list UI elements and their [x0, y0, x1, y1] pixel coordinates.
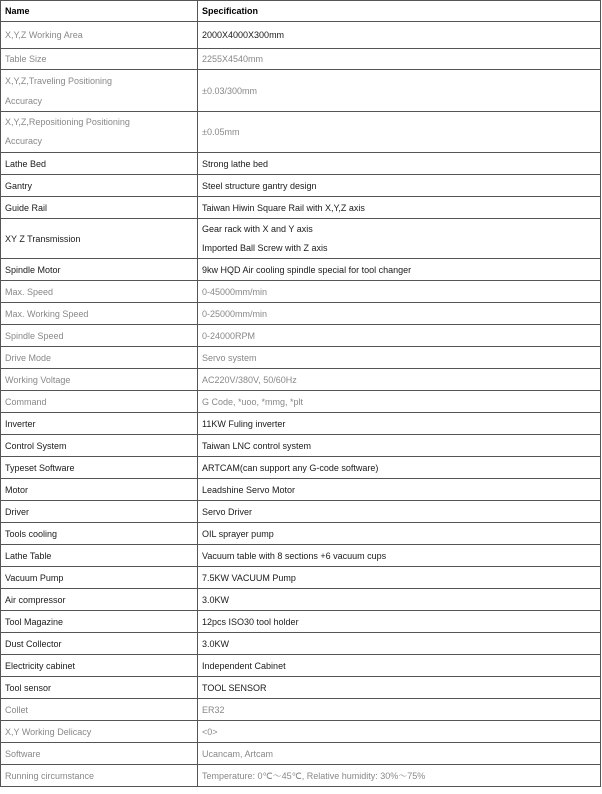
- spec-name-text: Collet: [5, 704, 29, 715]
- spec-value-cell: [198, 70, 601, 112]
- spec-value-text: Servo Driver: [202, 506, 253, 517]
- spec-name-text: Spindle Speed: [5, 330, 64, 341]
- table-row: [1, 112, 601, 153]
- table-row: [1, 175, 601, 197]
- spec-name-cell: [1, 545, 198, 567]
- spec-name-cell: [1, 611, 198, 633]
- spec-name-text: Tools cooling: [5, 528, 58, 539]
- spec-value-text: <0>: [202, 726, 218, 737]
- spec-name-cell: [1, 369, 198, 391]
- table-row: [1, 391, 601, 413]
- spec-value-cell: [198, 655, 601, 677]
- spec-value-cell: [198, 677, 601, 699]
- spec-value-cell: [198, 303, 601, 325]
- spec-name-cell: [1, 391, 198, 413]
- spec-name-text: Motor: [5, 484, 29, 495]
- spec-value-cell: [198, 479, 601, 501]
- spec-value-cell: [198, 281, 601, 303]
- spec-value-text: TOOL SENSOR: [202, 682, 267, 693]
- spec-name-cell: [1, 325, 198, 347]
- spec-name-text: Max. Speed: [5, 286, 54, 297]
- spec-name-cell: [1, 347, 198, 369]
- table-row: [1, 523, 601, 545]
- spec-name-cell: [1, 303, 198, 325]
- spec-name-text: Software: [5, 748, 41, 759]
- spec-name-text: Lathe Table: [5, 550, 52, 561]
- table-row: [1, 677, 601, 699]
- spec-value-cell: [198, 22, 601, 49]
- table-row: [1, 435, 601, 457]
- header-row: [1, 1, 601, 22]
- spec-name-text: Spindle Motor: [5, 264, 61, 275]
- spec-value-cell: [198, 391, 601, 413]
- spec-value-text: Ucancam, Artcam: [202, 748, 274, 759]
- spec-value-cell: [198, 369, 601, 391]
- table-row: [1, 589, 601, 611]
- spec-name-text: Electricity cabinet: [5, 660, 76, 671]
- spec-name-text: Drive Mode: [5, 352, 52, 363]
- table-row: [1, 303, 601, 325]
- spec-name-cell: [1, 22, 198, 49]
- table-row: [1, 197, 601, 219]
- spec-name-text: Table Size: [5, 54, 47, 64]
- spec-name-cell: [1, 49, 198, 70]
- spec-name-cell: [1, 175, 198, 197]
- spec-value-cell: [198, 567, 601, 589]
- spec-value-text: Taiwan Hiwin Square Rail with X,Y,Z axis: [202, 202, 365, 213]
- header-specification: Specification: [198, 1, 601, 22]
- spec-value-cell: [198, 457, 601, 479]
- spec-value-text: Imported Ball Screw with Z axis: [202, 242, 328, 253]
- spec-value-cell: [198, 347, 601, 369]
- spec-value-text: ±0.03/300mm: [202, 85, 257, 96]
- spec-name-text: Tool sensor: [5, 682, 52, 693]
- header-name: Name: [1, 1, 198, 22]
- table-row: [1, 765, 601, 787]
- spec-value-text: 9kw HQD Air cooling spindle special for tool changer: [202, 264, 412, 275]
- spec-value-cell: [198, 611, 601, 633]
- spec-name-text: Typeset Software: [5, 462, 75, 473]
- spec-name-cell: [1, 153, 198, 175]
- spec-value-text: 2255X4540mm: [202, 54, 264, 64]
- spec-name-cell: [1, 721, 198, 743]
- spec-value-text: 7.5KW VACUUM Pump: [202, 572, 296, 583]
- spec-name-cell: [1, 589, 198, 611]
- table-row: [1, 633, 601, 655]
- table-row: [1, 281, 601, 303]
- spec-name-text: Tool Magazine: [5, 616, 64, 627]
- spec-value-text: Steel structure gantry design: [202, 180, 317, 191]
- spec-value-text: Servo system: [202, 352, 257, 363]
- table-row: [1, 479, 601, 501]
- spec-value-cell: [198, 721, 601, 743]
- spec-value-text: AC220V/380V, 50/60Hz: [202, 374, 297, 385]
- table-row: [1, 721, 601, 743]
- spec-name-cell: [1, 219, 198, 259]
- spec-value-text: 0-24000RPM: [202, 330, 256, 341]
- table-row: [1, 413, 601, 435]
- spec-name-text: Gantry: [5, 180, 33, 191]
- spec-value-text: ±0.05mm: [202, 127, 240, 137]
- spec-value-cell: [198, 545, 601, 567]
- spec-value-text: Leadshine Servo Motor: [202, 484, 296, 495]
- spec-name-cell: [1, 259, 198, 281]
- spec-value-text: 0-25000mm/min: [202, 308, 268, 319]
- spec-name-cell: [1, 633, 198, 655]
- spec-name-text: Vacuum Pump: [5, 572, 64, 583]
- spec-value-cell: [198, 175, 601, 197]
- spec-name-cell: [1, 743, 198, 765]
- spec-name-text: Max. Working Speed: [5, 308, 89, 319]
- spec-value-cell: [198, 435, 601, 457]
- spec-value-cell: [198, 633, 601, 655]
- spec-value-text: 3.0KW: [202, 638, 230, 649]
- table-row: [1, 457, 601, 479]
- spec-value-text: G Code, *uoo, *mmg, *plt: [202, 396, 304, 407]
- spec-name-text: Dust Collector: [5, 638, 62, 649]
- table-row: [1, 219, 601, 259]
- table-row: [1, 153, 601, 175]
- spec-name-text: X,Y,Z,Traveling Positioning: [5, 75, 113, 86]
- spec-value-text: 3.0KW: [202, 594, 230, 605]
- table-row: [1, 22, 601, 49]
- spec-value-text: 12pcs ISO30 tool holder: [202, 616, 299, 627]
- spec-value-cell: [198, 743, 601, 765]
- spec-value-text: 2000X4000X300mm: [202, 30, 285, 40]
- table-row: [1, 611, 601, 633]
- spec-name-cell: [1, 479, 198, 501]
- spec-name-cell: [1, 765, 198, 787]
- spec-value-text: Vacuum table with 8 sections +6 vacuum cups: [202, 550, 387, 561]
- spec-name-cell: [1, 413, 198, 435]
- spec-name-cell: [1, 699, 198, 721]
- spec-name-text: Accuracy: [5, 136, 43, 146]
- spec-name-text: Accuracy: [5, 95, 43, 106]
- table-row: [1, 369, 601, 391]
- table-row: [1, 567, 601, 589]
- table-row: [1, 743, 601, 765]
- spec-name-cell: [1, 567, 198, 589]
- spec-value-text: 0-45000mm/min: [202, 286, 268, 297]
- spec-value-cell: [198, 765, 601, 787]
- spec-value-cell: [198, 501, 601, 523]
- spec-name-cell: [1, 501, 198, 523]
- spec-name-cell: [1, 523, 198, 545]
- spec-value-text: 11KW Fuling inverter: [202, 418, 286, 429]
- spec-value-cell: [198, 589, 601, 611]
- spec-name-cell: [1, 112, 198, 153]
- spec-name-text: X,Y Working Delicacy: [5, 726, 92, 737]
- table-row: [1, 655, 601, 677]
- spec-value-cell: [198, 49, 601, 70]
- spec-name-text: XY Z Transmission: [5, 233, 81, 244]
- spec-name-text: Working Voltage: [5, 374, 71, 385]
- spec-name-text: Guide Rail: [5, 202, 48, 213]
- table-row: [1, 699, 601, 721]
- table-row: [1, 501, 601, 523]
- spec-value-text: Independent Cabinet: [202, 660, 286, 671]
- spec-name-text: Air compressor: [5, 594, 66, 605]
- spec-name-text: X,Y,Z Working Area: [5, 30, 83, 40]
- spec-value-cell: [198, 413, 601, 435]
- spec-name-cell: [1, 655, 198, 677]
- spec-value-text: OIL sprayer pump: [202, 528, 274, 539]
- spec-name-cell: [1, 435, 198, 457]
- spec-value-cell: [198, 153, 601, 175]
- spec-value-cell: [198, 259, 601, 281]
- spec-table-body: [1, 22, 601, 787]
- spec-value-text: Strong lathe bed: [202, 158, 269, 169]
- spec-value-cell: [198, 219, 601, 259]
- spec-value-cell: [198, 699, 601, 721]
- table-row: [1, 347, 601, 369]
- spec-value-cell: [198, 523, 601, 545]
- spec-name-text: Driver: [5, 506, 29, 517]
- table-row: [1, 70, 601, 112]
- table-row: [1, 545, 601, 567]
- spec-name-cell: [1, 197, 198, 219]
- spec-value-text: ARTCAM(can support any G-code software): [202, 462, 379, 473]
- spec-name-cell: [1, 457, 198, 479]
- spec-name-text: X,Y,Z,Repositioning Positioning: [5, 117, 130, 127]
- spec-value-cell: [198, 112, 601, 153]
- spec-value-cell: [198, 197, 601, 219]
- table-row: [1, 49, 601, 70]
- spec-value-text: Taiwan LNC control system: [202, 440, 312, 451]
- spec-value-text: Gear rack with X and Y axis: [202, 223, 313, 234]
- spec-name-cell: [1, 70, 198, 112]
- spec-name-text: Control System: [5, 440, 67, 451]
- table-row: [1, 325, 601, 347]
- spec-name-text: Command: [5, 396, 47, 407]
- spec-value-text: ER32: [202, 704, 225, 715]
- table-row: [1, 259, 601, 281]
- spec-value-text: Temperature: 0℃～45℃, Relative humidity: 30%～75%: [202, 770, 426, 781]
- spec-value-cell: [198, 325, 601, 347]
- spec-name-text: Running circumstance: [5, 770, 95, 781]
- spec-name-cell: [1, 677, 198, 699]
- spec-name-text: Inverter: [5, 418, 36, 429]
- spec-name-text: Lathe Bed: [5, 158, 47, 169]
- spec-name-cell: [1, 281, 198, 303]
